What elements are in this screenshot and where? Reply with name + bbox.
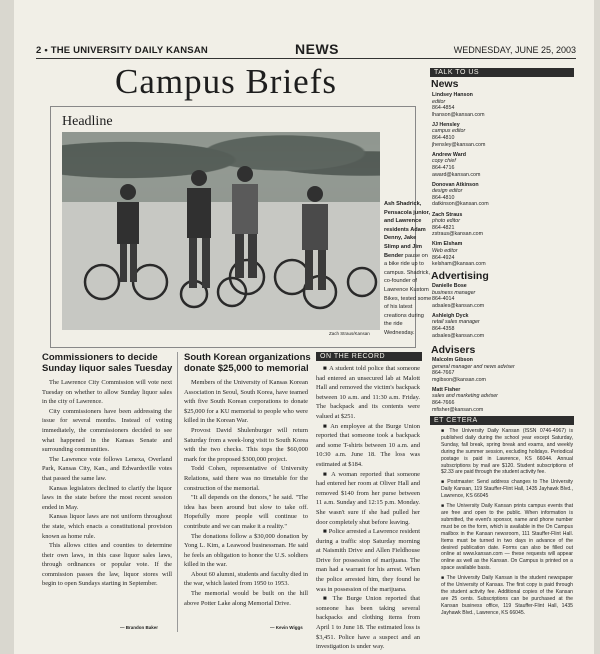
etc-item: ■ The University Daily Kansan prints campus events that are free and open to the public. When information is submitted, the event's sponsor, name and phone number must be on the form, which is available in the On Campus mailbox in the Kansan newsroom, 111 Stauffer-Flint Hall. Items must be turned in two days in advance of the desired publication date. Forms can also be filled out online at www.kansan.com — these requests will appear online as well as the Kansan. On Campus is printed on a space available basis. [441, 503, 574, 572]
story2-paragraph: Todd Cohen, representative of University Relations, said there was no timetable for the construction of the memorial. [184, 465, 308, 492]
story2-headline: South Korean organizations donate $25,000 to memorial [184, 352, 311, 374]
record-item: ■ The Burge Union reported that someone has been taking several backpacks and clothing items from April 1 to June 18. The estimated loss is $3,451. Police have a suspect and an investigation is under way. [316, 595, 420, 651]
advisers-list [432, 357, 572, 417]
story2-paragraph: The memorial would be built on the hill above Potter Lake along Memorial Drive. [184, 590, 308, 607]
record-item: ■ Police arrested a Lawrence resident during a traffic stop Saturday morning at Naismith Drive and Allen Fieldhouse Drive for possession of marijuana. The man had a warrant for his arrest. When the police arrested him, they found he was in possession of the marijuana. [316, 528, 420, 593]
story1-paragraph: The Lawrence vote follows Lenexa, Overland Park, Kansas City, Kan., and Edwardsville votes that passed the same law. [42, 455, 172, 482]
story1-paragraph: The Lawrence City Commission will vote next Tuesday on whether to allow Sunday liquor sales in the city of Lawrence. [42, 379, 172, 406]
folio-line: 2 • THE UNIVERSITY DAILY KANSAN [36, 45, 208, 56]
record-item: ■ A student told police that someone had entered an unsecured lab at Malott Hall and removed the victim's backpack between 10 a.m. and 11:30 a.m. Friday. The backpack and its contents were valued at $251. [316, 365, 420, 420]
story2-paragraph: Provost David Shulenburger will return Saturday from a week-long visit to South Korea with the two checks. This tops the $60,000 mark for the proposed $300,000 project. [184, 426, 308, 463]
story1-paragraph: Kansas liquor laws are not uniform throughout the state, which enacts a constitutional provision known as home rule. [42, 513, 172, 540]
etc-item: ■ Postmaster: Send address changes to The University Daily Kansan, 119 Stauffer-Flint Hall, 1435 Jayhawk Blvd., Lawrence, KS 66045 [441, 479, 573, 500]
section-name: NEWS [295, 41, 339, 57]
photo-credit: Zach Straus/Kansan [329, 331, 370, 336]
story2-paragraph: The donations follow a $30,000 donation by Yong L. Kim, a Leawood businessman. He said he feels an obligation to honor the U.S. soldiers killed in the war. [184, 532, 308, 569]
story1-body [42, 378, 172, 589]
masthead-rule [36, 58, 576, 59]
staff-entry: Andrew Ward copy chief 864-4716 award@kansan.com [432, 151, 481, 178]
news-staff-list [432, 92, 572, 271]
issue-date: WEDNESDAY, JUNE 25, 2003 [453, 45, 576, 55]
talk-to-us-label: TALK TO US [430, 68, 574, 77]
photo-caption [384, 200, 432, 338]
staff-entry: Ashleigh Dyck retail sales manager 864-4358 adsales@kansan.com [432, 312, 485, 339]
story1-headline: Commissioners to decide Sunday liquor sales Tuesday [42, 352, 173, 374]
staff-entry: JJ Hensley campus editor 864-4810 jhensley@kansan.com [432, 121, 486, 148]
column-divider [177, 352, 178, 632]
staff-entry: Danielle Bose business manager 864-4014 adsales@kansan.com [432, 283, 485, 309]
newspaper-page [14, 0, 594, 654]
story2-paragraph: "It all depends on the donors," he said. "The idea has been around but slow to take off. Hopefully more people will continue to contribute and we can make it a reality." [184, 494, 308, 530]
advertising-heading: Advertising [431, 270, 489, 282]
photo-headline: Headline [62, 114, 113, 129]
story1-byline: — Brandon Baker [120, 625, 159, 630]
story2-paragraph: About 60 alumni, students and faculty died in the war, which lasted from 1950 to 1953. [184, 570, 308, 588]
story2-byline: — Kevin Wiggs [270, 625, 303, 630]
story1-paragraph: City commissioners have been addressing the issue for several months. Instead of voting immediately, the commissioners decided to see what happened in the Kansas Senate and surrounding communities. [42, 407, 172, 454]
et-cetera-notes [441, 428, 573, 617]
staff-entry: Malcolm Gibson general manager and news adviser 864-7667 mgibson@kansan.com [432, 357, 515, 383]
record-list [316, 364, 420, 652]
advisers-heading: Advisers [431, 344, 476, 356]
staff-entry: Lindsey Hanson editor 864-4854 lhanson@kansan.com [432, 92, 485, 118]
advertising-staff-list [432, 283, 572, 343]
story1-paragraph: Kansas legislators declined to clarify the liquor laws in the state before the most recent session ended in May. [42, 484, 172, 511]
et-cetera-label: ET CETERA [430, 416, 574, 425]
cyclists-photo [62, 132, 380, 330]
staff-entry: Kim Elsham Web editor 864-4924 kelsham@kansan.com [432, 241, 486, 268]
masthead [36, 41, 576, 58]
story2-body [184, 378, 308, 608]
etc-item: ■ The University Daily Kansan (ISSN 0746-4967) is published daily during the school year except Saturday, Sunday, fall break, spring break and exams, and weekly during the summer session, excluding holidays. Periodical postage is paid in Lawrence, KS 66044. Annual subscriptions by mail are $120. Student subscriptions of $2.33 are paid through the student activity fee. [441, 428, 573, 476]
staff-entry: Zach Straus photo editor 864-4821 zstraus@kansan.com [432, 211, 484, 238]
photo-figures [62, 132, 380, 330]
story2-paragraph: Members of the University of Kansas Korean Association in Seoul, South Korea, have teamed with five South Korean corporations to donate $25,000 for a KU memorial to people who were killed in the Korean War. [184, 379, 308, 425]
story1-paragraph: This allows cities and counties to determine their own laws, in this case liquor sales laws, through ordinances or popular vote. If the commission passes the law, liquor stores will begin to open Sundays starting in September. [42, 542, 172, 588]
caption-text: pause on a bike ride up to campus. Shadrick, co-founder of Lawrence Kustom Bikes, tested some of his latest creations during the ride Wednesday. [384, 252, 432, 336]
etc-item: ■ The University Daily Kansan is the student newspaper of the University of Kansas. The first copy is paid through the student activity fee. Additional copies of the Kansan are 25 cents. Subscriptions can be purchased at the Kansan business office, 119 Stauffer-Flint Hall, 1435 Jayhawk Blvd., Lawrence, KS 66045. [441, 575, 573, 616]
record-item: ■ An employee at the Burge Union reported that someone took a backpack and some T-shirts between 10 a.m. and 10:30 a.m. June 18. The loss was estimated at $184. [316, 422, 420, 468]
page-title: Campus Briefs [114, 62, 337, 101]
news-heading: News [431, 78, 459, 90]
staff-entry: Matt Fisher sales and marketing adviser 864-7666 mfisher@kansan.com [432, 386, 498, 413]
record-item: ■ A woman reported that someone had entered her room at Oliver Hall and removed $140 from her purse between 11 a.m. Sunday and 12:15 p.m. Monday. She wasn't sure if she had pulled her door completely shut before leaving. [316, 470, 421, 526]
on-the-record-label: ON THE RECORD [316, 352, 422, 361]
caption-names: Ash Shadrick, Pensacola junior, and Lawrence residents Adam Denny, Jake Slimp and Jim Bender [384, 201, 431, 259]
staff-entry: Donovan Atkinson design editor 864-4810 datkinson@kansan.com [432, 181, 489, 208]
